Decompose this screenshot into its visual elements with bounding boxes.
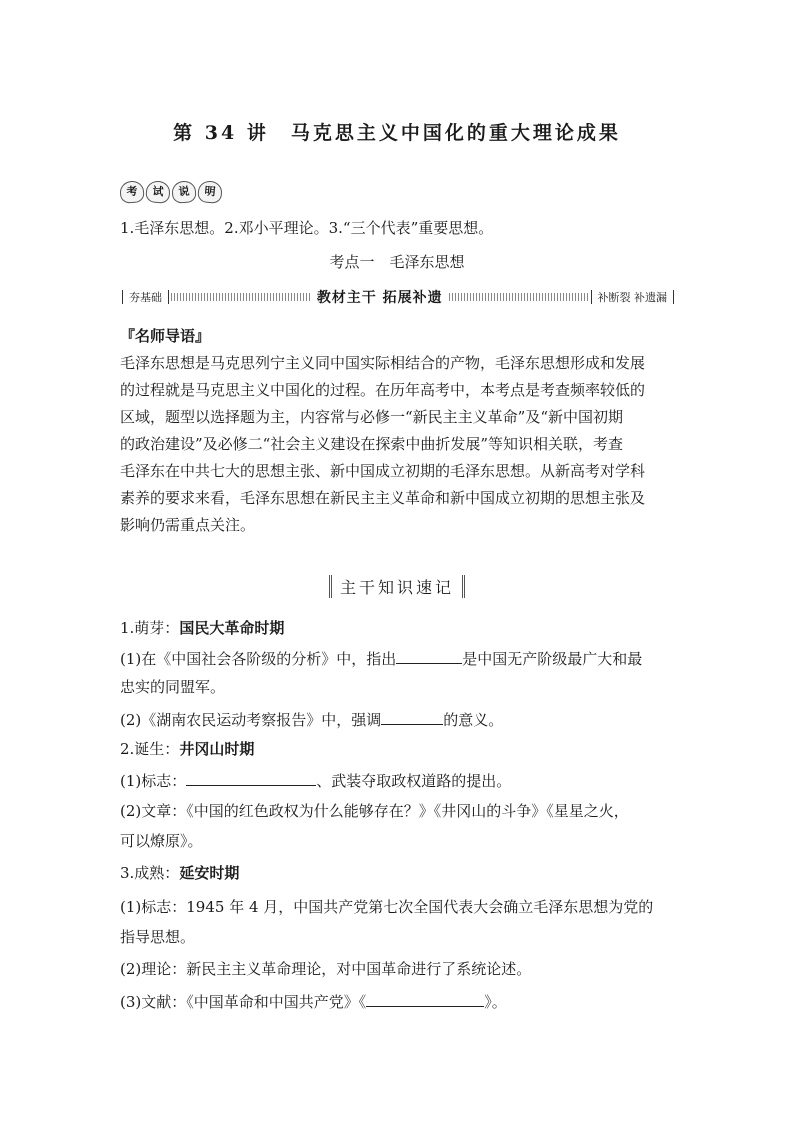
banner-divider: [122, 290, 123, 304]
s2-item-2: (2)文章：《中国的红色政权为什么能够存在？》《井冈山的斗争》《星星之火，: [120, 802, 629, 820]
guide-line: 区域，题型以选择题为主，内容常与必修一“新民主主义革命”及“新中国初期: [120, 408, 624, 426]
guide-label: 『名师导语』: [120, 327, 211, 345]
s2-item-1-before: (1)标志：: [120, 772, 187, 790]
banner-right-label: 补断裂 补遗漏: [597, 291, 667, 304]
s1-item-1: [120, 647, 680, 670]
banner-divider: [168, 290, 169, 304]
badge-char: 试: [145, 180, 171, 204]
s1-item-2: [120, 708, 680, 731]
banner-divider: [673, 290, 674, 304]
s3-item-2: (2)理论：新民主主义革命理论，对中国革命进行了系统论述。: [120, 960, 532, 978]
badge-char: 考: [119, 180, 144, 204]
fill-blank[interactable]: [381, 708, 443, 725]
s3-item-3: [120, 990, 680, 1013]
exam-items: 1.毛泽东思想。2.邓小平理论。3.“三个代表”重要思想。: [120, 219, 494, 237]
guide-line: 毛泽东在中共七大的思想主张、新中国成立初期的毛泽东思想。从新高考对学科: [120, 462, 646, 480]
fill-blank[interactable]: [186, 769, 316, 786]
banner-divider: [591, 290, 592, 304]
section-banner: [120, 288, 676, 306]
section-title: 主干知识速记: [329, 575, 465, 598]
s1-item-1-cont: 忠实的同盟军。: [120, 678, 226, 696]
s1-item-1-after: 是中国无产阶级最广大和最: [462, 650, 643, 668]
s2-item-1: [120, 769, 680, 792]
s3-heading: [120, 862, 680, 884]
s2-heading-text: 井冈山时期: [179, 740, 255, 758]
s1-heading-num: 1.萌芽：: [120, 619, 180, 637]
s1-item-2-after: 的意义。: [443, 711, 504, 729]
banner-left-bar: [171, 293, 311, 301]
s3-item-3-before: (3)文献：《中国革命和中国共产党》《: [120, 993, 367, 1011]
page-title: 第 34 讲 马克思主义中国化的重大理论成果: [173, 122, 621, 144]
topic-heading: 考点一 毛泽东思想: [329, 253, 465, 271]
s2-item-2-cont: 可以燎原》。: [120, 832, 203, 850]
guide-line: 的过程就是马克思主义中国化的过程。在历年高考中，本考点是考查频率较低的: [120, 381, 646, 399]
s2-item-1-after: 、武装夺取政权道路的提出。: [316, 772, 512, 790]
guide-line: 素养的要求来看，毛泽东思想在新民主主义革命和新中国成立初期的思想主张及: [120, 489, 646, 507]
s1-heading: [120, 617, 680, 639]
fill-blank[interactable]: [366, 990, 484, 1007]
s1-heading-text: 国民大革命时期: [179, 619, 285, 637]
banner-middle-label: 教材主干 拓展补遗: [316, 290, 443, 306]
banner-right-bar: [449, 293, 589, 301]
guide-paragraph: [120, 350, 676, 539]
s3-heading-text: 延安时期: [179, 864, 240, 882]
s1-item-2-before: (2)《湖南农民运动考察报告》中，强调: [120, 711, 382, 729]
s2-heading: [120, 738, 680, 760]
section-title-box: [0, 575, 794, 598]
guide-line: 毛泽东思想是马克思列宁主义同中国实际相结合的产物，毛泽东思想形成和发展: [120, 354, 646, 372]
s3-item-3-after: 》。: [484, 993, 507, 1011]
banner-left-label: 夯基础: [129, 291, 162, 304]
guide-line: 的政治建设”及必修二“社会主义建设在探索中曲折发展”等知识相关联，考查: [120, 435, 624, 453]
s3-item-1-cont: 指导思想。: [120, 928, 196, 946]
s1-item-1-before: (1)在《中国社会各阶级的分析》中，指出: [120, 650, 397, 668]
badge-char: 说: [171, 180, 196, 204]
s3-heading-num: 3.成熟：: [120, 864, 180, 882]
s3-item-1: (1)标志：1945 年 4 月，中国共产党第七次全国代表大会确立毛泽东思想为党的: [120, 898, 654, 916]
fill-blank[interactable]: [396, 647, 462, 664]
s2-heading-num: 2.诞生：: [120, 740, 180, 758]
exam-description-badge: [120, 180, 224, 204]
badge-char: 明: [197, 180, 223, 204]
guide-line: 影响仍需重点关注。: [120, 516, 256, 534]
